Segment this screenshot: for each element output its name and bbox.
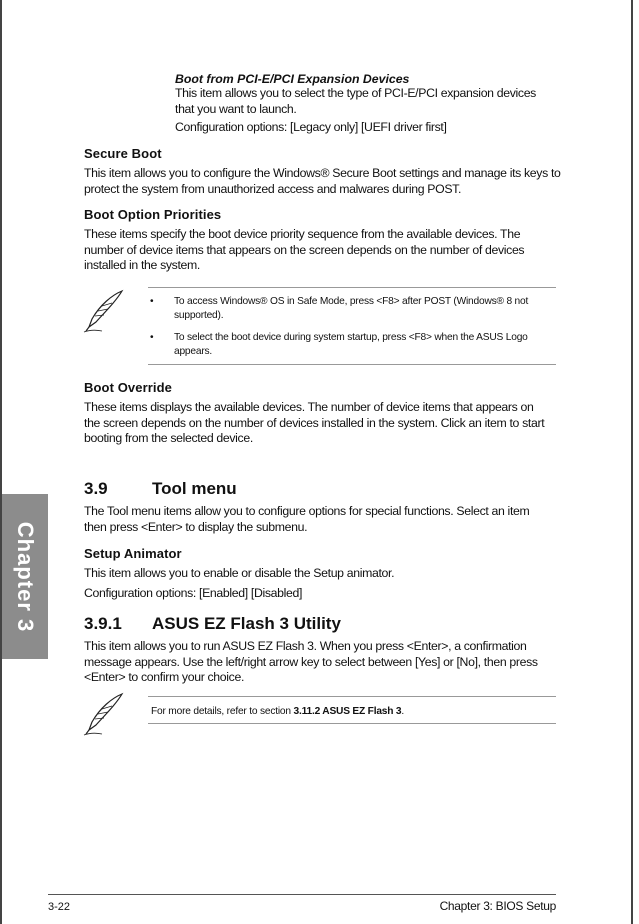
chapter-tab-label: Chapter 3	[13, 521, 38, 632]
note-1-item-1-line-2: supported).	[174, 309, 224, 321]
boot-override-line-2: the screen depends on the number of devices installed in the system. Click an item to start	[84, 415, 545, 430]
secure-boot-line-2: protect the system from unauthorized access and malwares during POST.	[84, 181, 462, 196]
tool-menu-line-1: The Tool menu items allow you to configure options for special functions. Select an item	[84, 504, 530, 518]
tool-menu-number: 3.9	[84, 479, 108, 498]
boot-pci-config: Configuration options: [Legacy only] [UEFI driver first]	[175, 120, 447, 134]
boot-option-priorities-title: Boot Option Priorities	[84, 207, 222, 222]
boot-pci-title: Boot from PCI-E/PCI Expansion Devices	[175, 72, 410, 86]
chapter-tab	[2, 494, 48, 659]
note-pen-icon	[82, 289, 126, 333]
tool-menu-heading	[84, 479, 564, 499]
setup-animator-title: Setup Animator	[84, 546, 182, 561]
boot-pci-description-1: This item allows you to select the type of PCI-E/PCI expansion devices	[175, 86, 536, 100]
boot-pci-description-2: that you want to launch.	[175, 101, 297, 116]
ez-flash-section	[84, 614, 564, 686]
ez-flash-line-2: message appears. Use the left/right arrow key to select between [Yes] or [No], then press	[84, 654, 538, 669]
ez-flash-line-1: This item allows you to run ASUS EZ Flash 3. When you press <Enter>, a confirmation	[84, 639, 527, 653]
note-1-item	[148, 295, 556, 322]
note-1-item	[148, 331, 556, 358]
note-1-item-1-line-1: To access Windows® OS in Safe Mode, press <F8> after POST (Windows® 8 not	[174, 296, 529, 307]
tool-menu-section	[84, 479, 564, 535]
note-box-1	[148, 287, 556, 365]
note-2-text	[148, 705, 556, 718]
boot-override-title: Boot Override	[84, 380, 172, 395]
ez-flash-heading	[84, 614, 564, 634]
ez-flash-number: 3.9.1	[84, 614, 122, 633]
note-2-prefix: For more details, refer to section	[151, 706, 294, 717]
note-1-item-2-line-2: appears.	[174, 345, 213, 357]
note-1-item-2-line-1: To select the boot device during system startup, press <F8> when the ASUS Logo	[174, 332, 528, 343]
secure-boot-section	[84, 146, 564, 197]
boot-override-line-1: These items displays the available devices. The number of device items that appears on	[84, 400, 534, 414]
bullet: •	[150, 296, 154, 307]
tool-menu-title: Tool menu	[152, 479, 237, 498]
secure-boot-title: Secure Boot	[84, 146, 162, 161]
ez-flash-title: ASUS EZ Flash 3 Utility	[152, 614, 341, 633]
setup-animator-section	[84, 546, 564, 601]
boot-pci-section	[175, 72, 565, 136]
setup-animator-config: Configuration options: [Enabled] [Disabled]	[84, 585, 303, 600]
boot-option-priorities-section	[84, 207, 564, 274]
footer-chapter-title: Chapter 3: BIOS Setup	[439, 899, 556, 913]
ez-flash-line-3: <Enter> to confirm your choice.	[84, 670, 245, 684]
secure-boot-line-1: This item allows you to configure the Windows® Secure Boot settings and manage its keys to	[84, 166, 561, 180]
bullet: •	[150, 332, 154, 343]
boot-override-section	[84, 380, 564, 447]
boot-option-priorities-line-3: installed in the system.	[84, 258, 200, 272]
footer-page-number: 3-22	[48, 901, 71, 913]
boot-option-priorities-line-1: These items specify the boot device priority sequence from the available devices. The	[84, 227, 521, 241]
note-2-reference: 3.11.2 ASUS EZ Flash 3	[293, 706, 402, 717]
note-box-2	[148, 696, 556, 724]
boot-option-priorities-line-2: number of device items that appears on the screen depends on the number of devices	[84, 242, 525, 257]
setup-animator-line-1: This item allows you to enable or disable the Setup animator.	[84, 566, 395, 580]
note-pen-icon	[82, 692, 126, 736]
boot-override-line-3: booting from the selected device.	[84, 431, 253, 445]
tool-menu-line-2: then press <Enter> to display the submenu.	[84, 519, 308, 534]
footer-divider	[48, 894, 556, 895]
note-2-suffix: .	[401, 706, 405, 717]
